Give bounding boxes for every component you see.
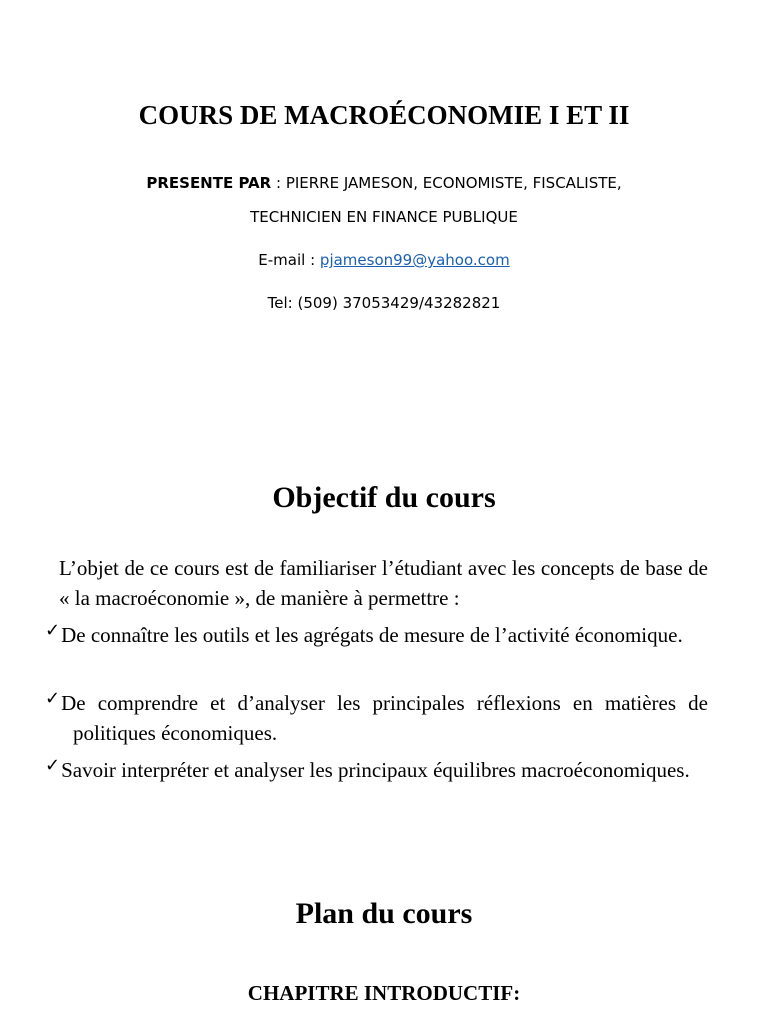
plan-heading: Plan du cours — [295, 897, 473, 930]
presenter-separator: : — [271, 174, 286, 192]
checkmark-icon: ✓ — [45, 620, 61, 641]
objectif-heading: Objectif du cours — [272, 481, 496, 514]
objectif-item — [45, 688, 708, 748]
objectif-item — [45, 755, 708, 785]
document-title: COURS DE MACROÉCONOMIE I ET II — [138, 100, 630, 130]
objectif-item-text: Savoir interpréter et analyser les principaux équilibres macroéconomiques. — [61, 758, 690, 782]
tel-line: Tel: (509) 37053429/43282821 — [267, 294, 501, 312]
presenter-line — [0, 172, 768, 194]
presenter-name-line2: TECHNICIEN EN FINANCE PUBLIQUE — [250, 208, 518, 226]
chapter-heading: CHAPITRE INTRODUCTIF: — [247, 981, 521, 1005]
objectif-item-text: De comprendre et d’analyser les principales réflexions en matières de politiques économiques. — [61, 691, 708, 745]
email-label: E-mail : — [258, 251, 320, 269]
presenter-label: PRESENTE PAR — [146, 174, 272, 192]
objectif-item-text: De connaître les outils et les agrégats de mesure de l’activité économique. — [61, 623, 683, 647]
checkmark-icon: ✓ — [45, 755, 61, 776]
checkmark-icon: ✓ — [45, 688, 61, 709]
objectif-intro: L’objet de ce cours est de familiariser l’étudiant avec les concepts de base de « la macroéconomie », de manière à permettre : — [59, 556, 708, 610]
presenter-name-line1: PIERRE JAMESON, ECONOMISTE, FISCALISTE, — [285, 174, 622, 192]
email-line — [0, 249, 768, 271]
objectif-item — [45, 620, 708, 650]
email-link[interactable]: pjameson99@yahoo.com — [319, 251, 510, 269]
